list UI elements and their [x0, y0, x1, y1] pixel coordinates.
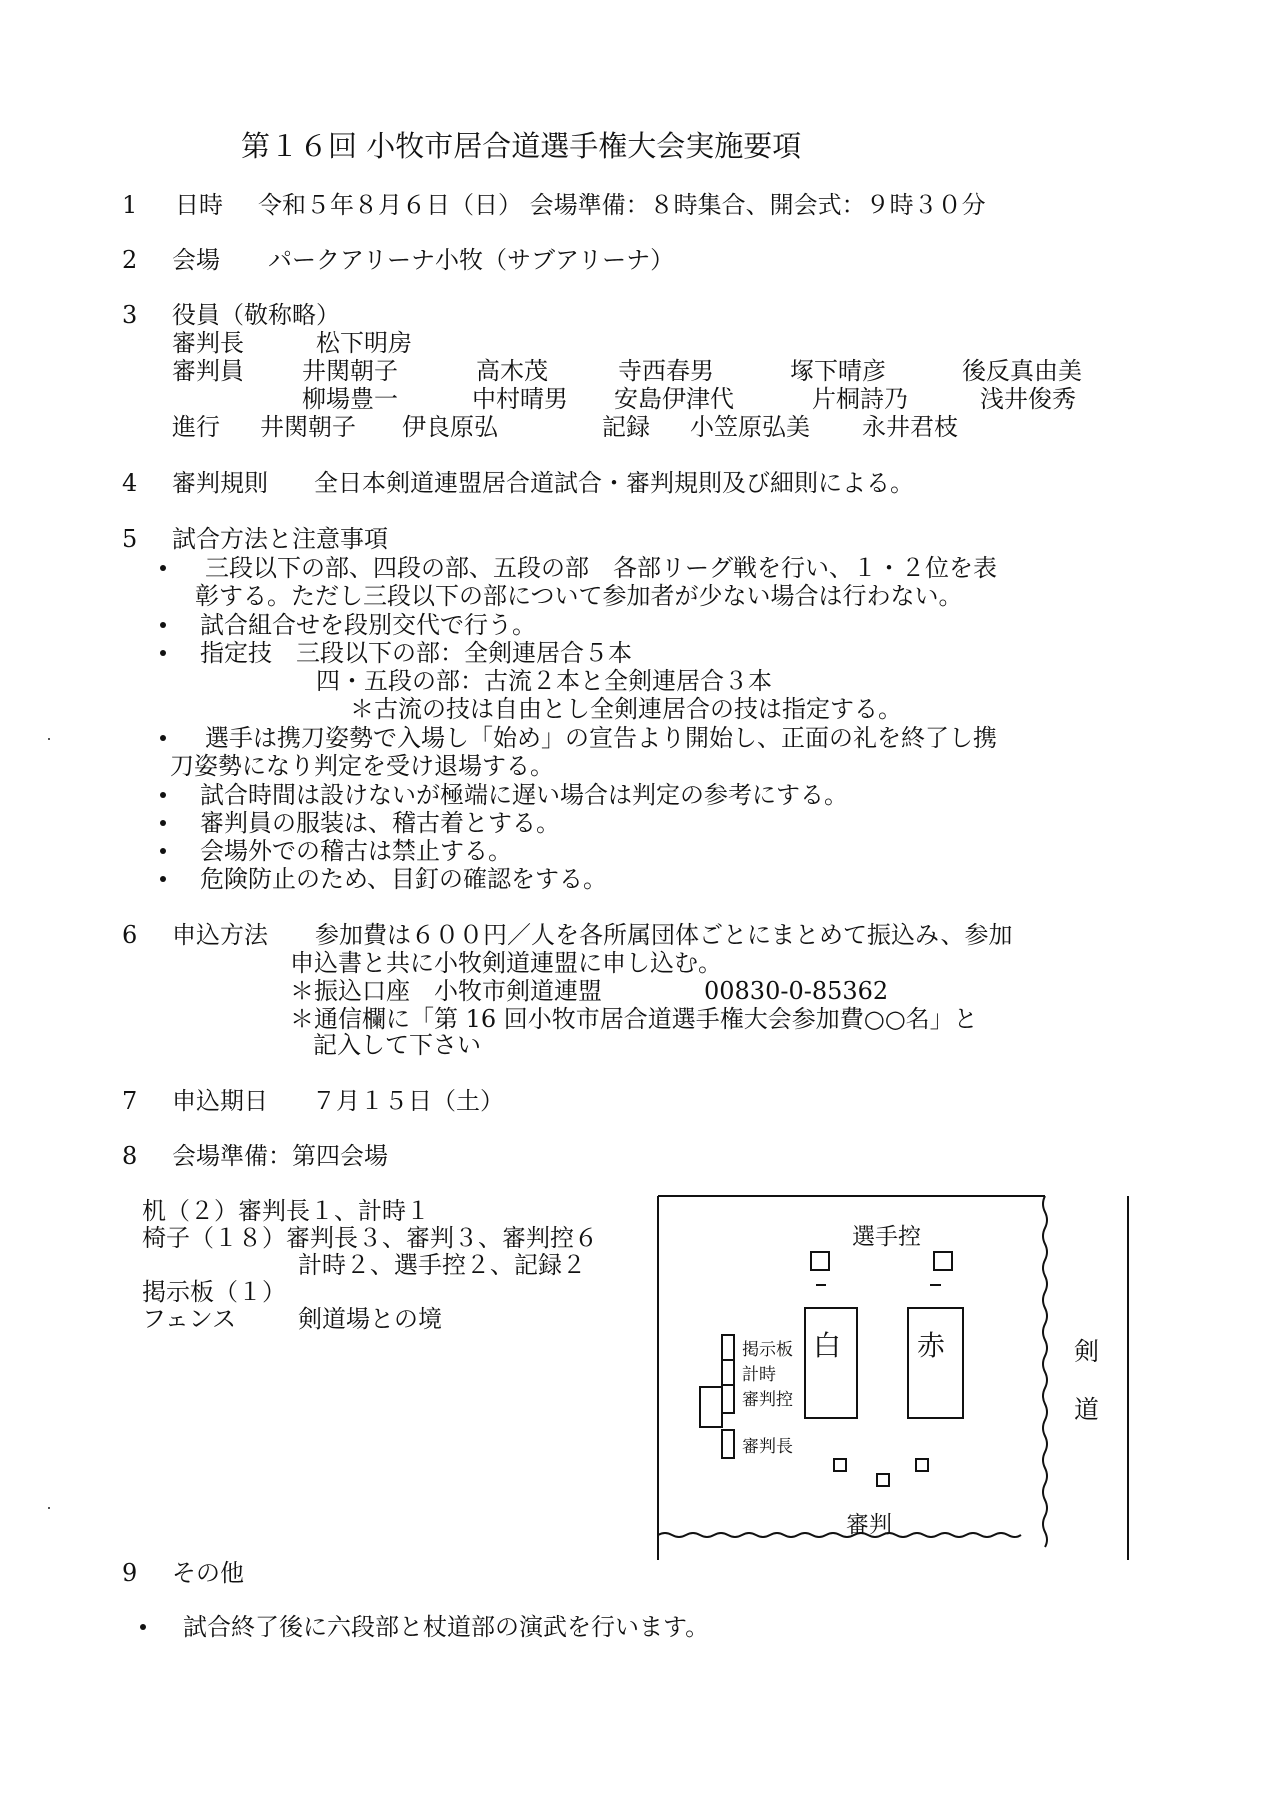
- section-4-number: 4: [122, 469, 138, 497]
- white-area: [805, 1308, 857, 1418]
- board-label: 掲示板: [742, 1340, 793, 1360]
- timekeeper-label: 計時: [742, 1365, 776, 1385]
- section-2-text: パークアリーナ小牧（サブアリーナ）: [268, 246, 675, 274]
- head-judge-label: 審判長: [742, 1437, 793, 1457]
- fence-line-vertical: [1043, 1196, 1047, 1547]
- rule-bullet-line: 刀姿勢になり判定を受け退場する。: [170, 752, 554, 780]
- equipment-line: 計時２、選手控２、記録２: [298, 1251, 586, 1279]
- kendo-dojo-label-2: 道: [1074, 1395, 1100, 1424]
- equipment-line: 椅子（１８）審判長３、審判３、審判控６: [142, 1224, 598, 1252]
- bank-account-line: ＊振込口座 小牧市剣道連盟: [290, 977, 602, 1005]
- rule-note: ＊古流の技は自由とし全剣連居合の技は指定する。: [350, 695, 902, 723]
- chief-judge-label: 審判長: [172, 329, 244, 357]
- judge-chair: [877, 1474, 889, 1486]
- fence-text: 剣道場との境: [298, 1305, 442, 1333]
- record-name: 永井君枝: [862, 413, 958, 441]
- rule-bullet-line: 四・五段の部：古流２本と全剣連居合３本: [316, 667, 772, 695]
- judge-name: 高木茂: [476, 357, 548, 385]
- rule-bullet-line: 選手は携刀姿勢で入場し「始め」の宣告より開始し、正面の礼を終了し携: [205, 724, 997, 752]
- judge-chair: [916, 1459, 928, 1471]
- judge-name: 安島伊津代: [614, 385, 734, 413]
- side-table: [700, 1387, 722, 1427]
- judge-name: 片桐詩乃: [812, 385, 908, 413]
- chief-judge-name: 松下明房: [316, 329, 412, 357]
- section-7-number: 7: [122, 1087, 138, 1115]
- rule-bullet-line: 三段以下の部、四段の部、五段の部 各部リーグ戦を行い、１・２位を表: [205, 554, 997, 582]
- section-7-text: ７月１５日（土）: [312, 1087, 504, 1115]
- head-judge-chair: [722, 1430, 734, 1458]
- scan-speck: [48, 738, 50, 740]
- equipment-line: 掲示板（１）: [142, 1278, 286, 1306]
- kendo-dojo-label-1: 剣: [1074, 1337, 1100, 1366]
- fence-line-bottom: [658, 1533, 1021, 1537]
- record-name: 小笠原弘美: [690, 413, 810, 441]
- section-3-heading: 役員（敬称略）: [172, 301, 340, 329]
- rule-bullet-line: 審判員の服装は、稽古着とする。: [200, 809, 560, 837]
- rule-bullet-line: 彰する。ただし三段以下の部について参加者が少ない場合は行わない。: [195, 582, 963, 610]
- players-wait-chair: [811, 1252, 829, 1270]
- red-area: [908, 1308, 963, 1418]
- section-1-label: 日時: [175, 191, 223, 219]
- red-label: 赤: [917, 1329, 946, 1362]
- section-4-text: 全日本剣道連盟居合道試合・審判規則及び細則による。: [314, 469, 914, 497]
- bullet-dot: [140, 1624, 146, 1630]
- progress-name: 井関朝子: [260, 413, 356, 441]
- rule-bullet-line: 危険防止のため、目釘の確認をする。: [200, 865, 608, 893]
- judge-name: 浅井俊秀: [980, 385, 1076, 413]
- judge-chair: [834, 1459, 846, 1471]
- section-6-number: 6: [122, 921, 138, 949]
- side-chair: [722, 1385, 734, 1413]
- application-line: 記入して下さい: [313, 1031, 481, 1059]
- section-8-number: 8: [122, 1142, 138, 1170]
- equipment-line: 机（２）審判長１、計時１: [142, 1197, 430, 1225]
- section-4-label: 審判規則: [172, 469, 268, 497]
- rule-bullet-line: 会場外での稽古は禁止する。: [200, 837, 512, 865]
- section-1-number: 1: [122, 191, 138, 219]
- section-9-heading: その他: [172, 1559, 244, 1587]
- rule-bullet-line: 三段以下の部：全剣連居合５本: [296, 639, 632, 667]
- judge-name: 後反真由美: [962, 357, 1082, 385]
- section-2-number: 2: [122, 246, 138, 274]
- bank-account-number: 00830-0-85362: [704, 977, 889, 1005]
- judge-name: 柳場豊一: [302, 385, 398, 413]
- judge-name: 中村晴男: [472, 385, 568, 413]
- judge-name: 井関朝子: [302, 357, 398, 385]
- players-wait-label: 選手控: [852, 1224, 921, 1250]
- designated-techniques-label: 指定技: [200, 639, 272, 667]
- white-label: 白: [813, 1329, 842, 1362]
- fence-label: フェンス: [142, 1305, 237, 1333]
- application-line: 申込書と共に小牧剣道連盟に申し込む。: [290, 949, 722, 977]
- players-wait-chair: [934, 1252, 952, 1270]
- record-label: 記録: [602, 413, 650, 441]
- other-note: 試合終了後に六段部と杖道部の演武を行います。: [183, 1613, 710, 1641]
- rule-bullet-line: 試合組合せを段別交代で行う。: [200, 611, 536, 639]
- judge-name: 寺西春男: [618, 357, 714, 385]
- scan-speck: [48, 1507, 50, 1509]
- judge-name: 塚下晴彦: [790, 357, 886, 385]
- document-title: 第１６回 小牧市居合道選手権大会実施要項: [241, 129, 802, 163]
- rule-bullet-line: 試合時間は設けないが極端に遅い場合は判定の参考にする。: [200, 781, 848, 809]
- section-6-label: 申込方法: [172, 921, 268, 949]
- side-chair: [722, 1335, 734, 1360]
- side-chair: [722, 1360, 734, 1385]
- section-9-number: 9: [122, 1559, 138, 1587]
- section-8-heading: 会場準備：第四会場: [172, 1142, 388, 1170]
- progress-name: 伊良原弘: [402, 413, 498, 441]
- section-7-label: 申込期日: [172, 1087, 268, 1115]
- judges-label: 審判: [846, 1512, 892, 1538]
- judge-reserve-label: 審判控: [742, 1390, 793, 1410]
- section-5-heading: 試合方法と注意事項: [172, 525, 388, 553]
- section-2-label: 会場: [172, 246, 220, 274]
- application-line: 参加費は６００円／人を各所属団体ごとにまとめて振込み、参加: [315, 921, 1013, 949]
- progress-label: 進行: [172, 413, 220, 441]
- section-3-number: 3: [122, 301, 138, 329]
- section-5-number: 5: [122, 525, 138, 553]
- application-line: ＊通信欄に「第 16 回小牧市居合道選手権大会参加費○○名」と: [290, 1005, 978, 1033]
- judges-label: 審判員: [172, 357, 244, 385]
- section-1-text: 令和５年８月６日（日） 会場準備：８時集合、開会式：９時３０分: [258, 191, 986, 219]
